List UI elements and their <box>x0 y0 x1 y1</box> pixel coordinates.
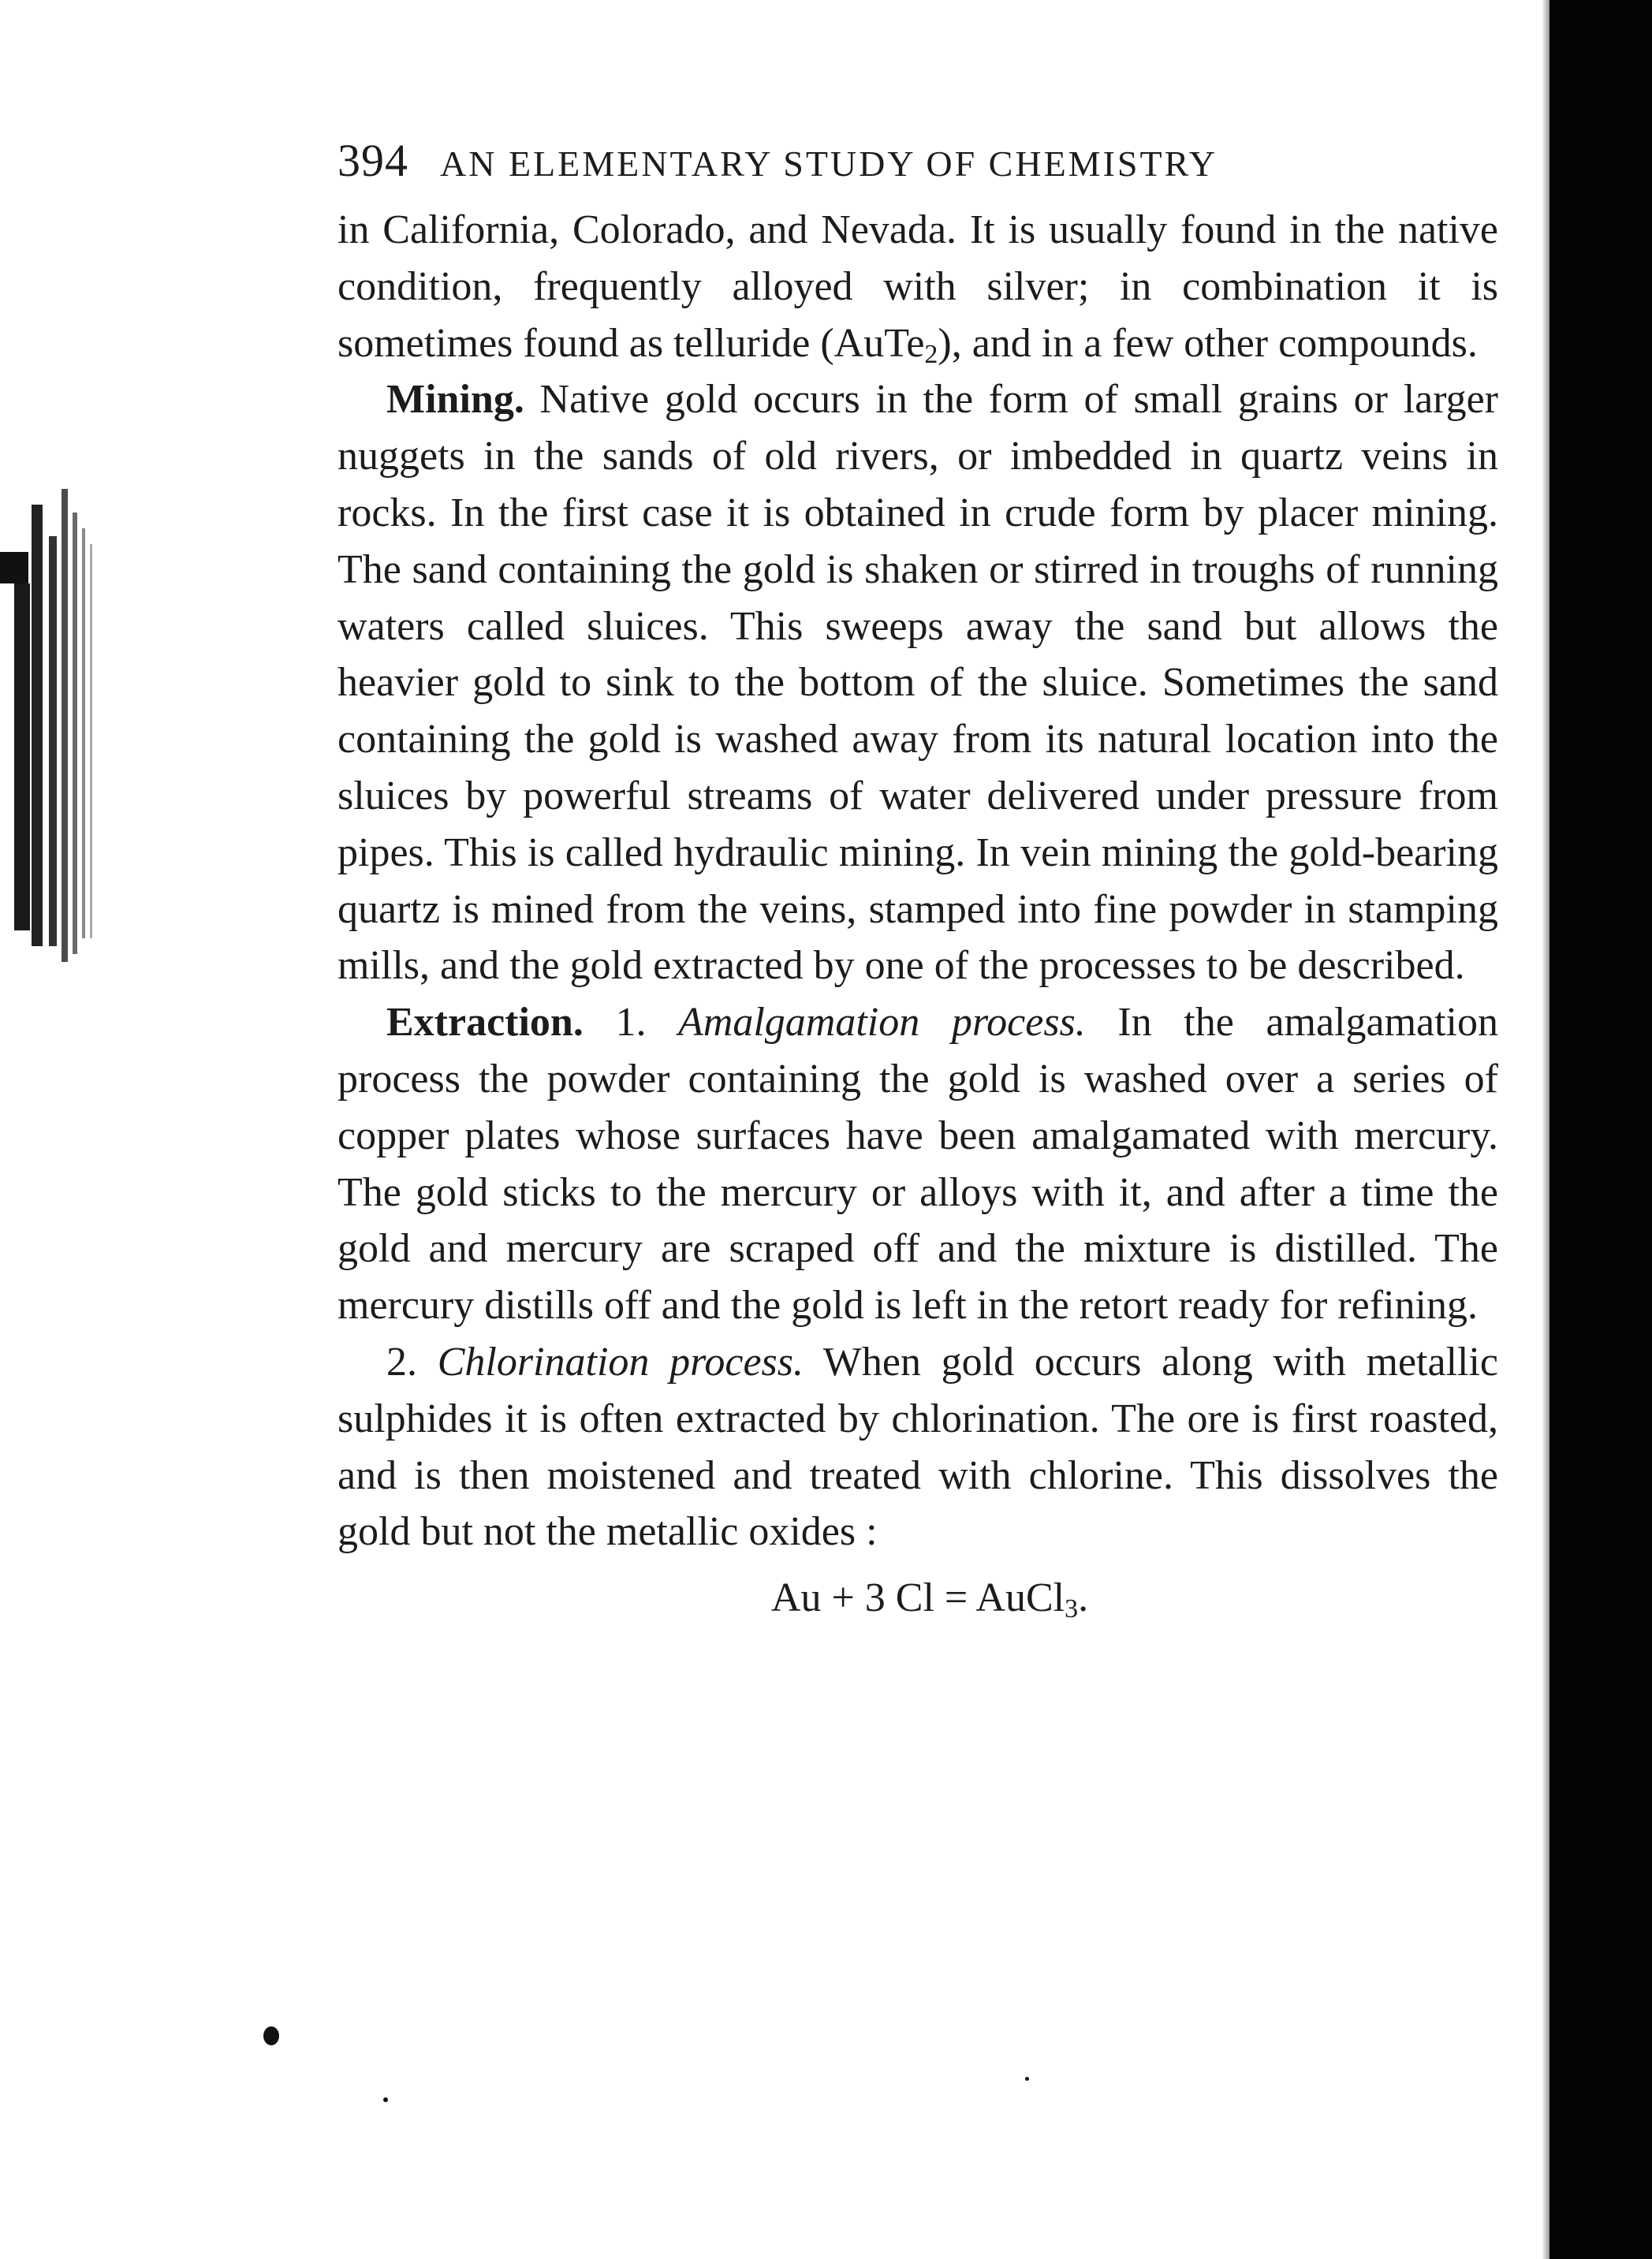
paragraph-intro: in California, Colorado, and Nevada. It is usually found in the native condition, frequently alloyed with silver; in combination it is sometimes found as telluride (AuTe$_2$), and in a few other compounds. <box>337 207 1498 369</box>
heading-mining: Mining. <box>386 377 524 423</box>
scan-bleed-left <box>0 489 118 1009</box>
amalgamation-title: Amalgamation process. <box>678 1000 1086 1046</box>
running-title: AN ELEMENTARY STUDY OF CHEMISTRY <box>440 144 1218 184</box>
scan-speck <box>263 2026 279 2045</box>
paragraph-extraction: Extraction. 1. Amalgamation process. In the amalgamation process the powder containing the gold is washed over a series of copper plates whose surfaces have been amalgamated with mercury. The gold sticks to the mercury or alloys with it, and after a time the gold and mercury are scraped off and the mixture is distilled. The mercury distills off and the gold is left in the retort ready for refining. <box>337 1000 1498 1329</box>
paragraph-chlorination: 2. Chlorination process. When gold occurs along with metallic sulphides it is often extracted by chlorination. The ore is first roasted, and is then moistened and treated with chlorine. This dissolves the gold but not the metallic oxides : <box>337 1339 1498 1555</box>
scan-border-right <box>1549 0 1652 2259</box>
page-number: 394 <box>337 135 408 186</box>
chemical-equation: Au + 3 Cl = AuCl$_3$. <box>770 1575 1089 1624</box>
book-page <box>337 134 1498 1627</box>
page-edge-shadow <box>1542 0 1549 2259</box>
scan-speck <box>383 2097 388 2102</box>
running-header <box>337 134 1498 196</box>
body-text <box>337 202 1498 1560</box>
chlorination-title: Chlorination process. <box>437 1339 804 1385</box>
scan-speck <box>1025 2077 1029 2081</box>
paragraph-mining: Mining. Native gold occurs in the form of small grains or larger nuggets in the sands of old rivers, or imbedded in quartz veins in rocks. In the first case it is obtained in crude form by placer mining. The sand containing the gold is shaken or stirred in troughs of running waters called sluices. This sweeps away the sand but allows the heavier gold to sink to the bottom of the sluice. Sometimes the sand containing the gold is washed away from its natural location into the sluices by powerful streams of water delivered under pressure from pipes. This is called hydraulic mining. In vein mining the gold-bearing quartz is mined from the veins, stamped into fine powder in stamping mills, and the gold extracted by one of the processes to be described. <box>337 377 1498 989</box>
heading-extraction: Extraction. <box>386 1000 584 1046</box>
